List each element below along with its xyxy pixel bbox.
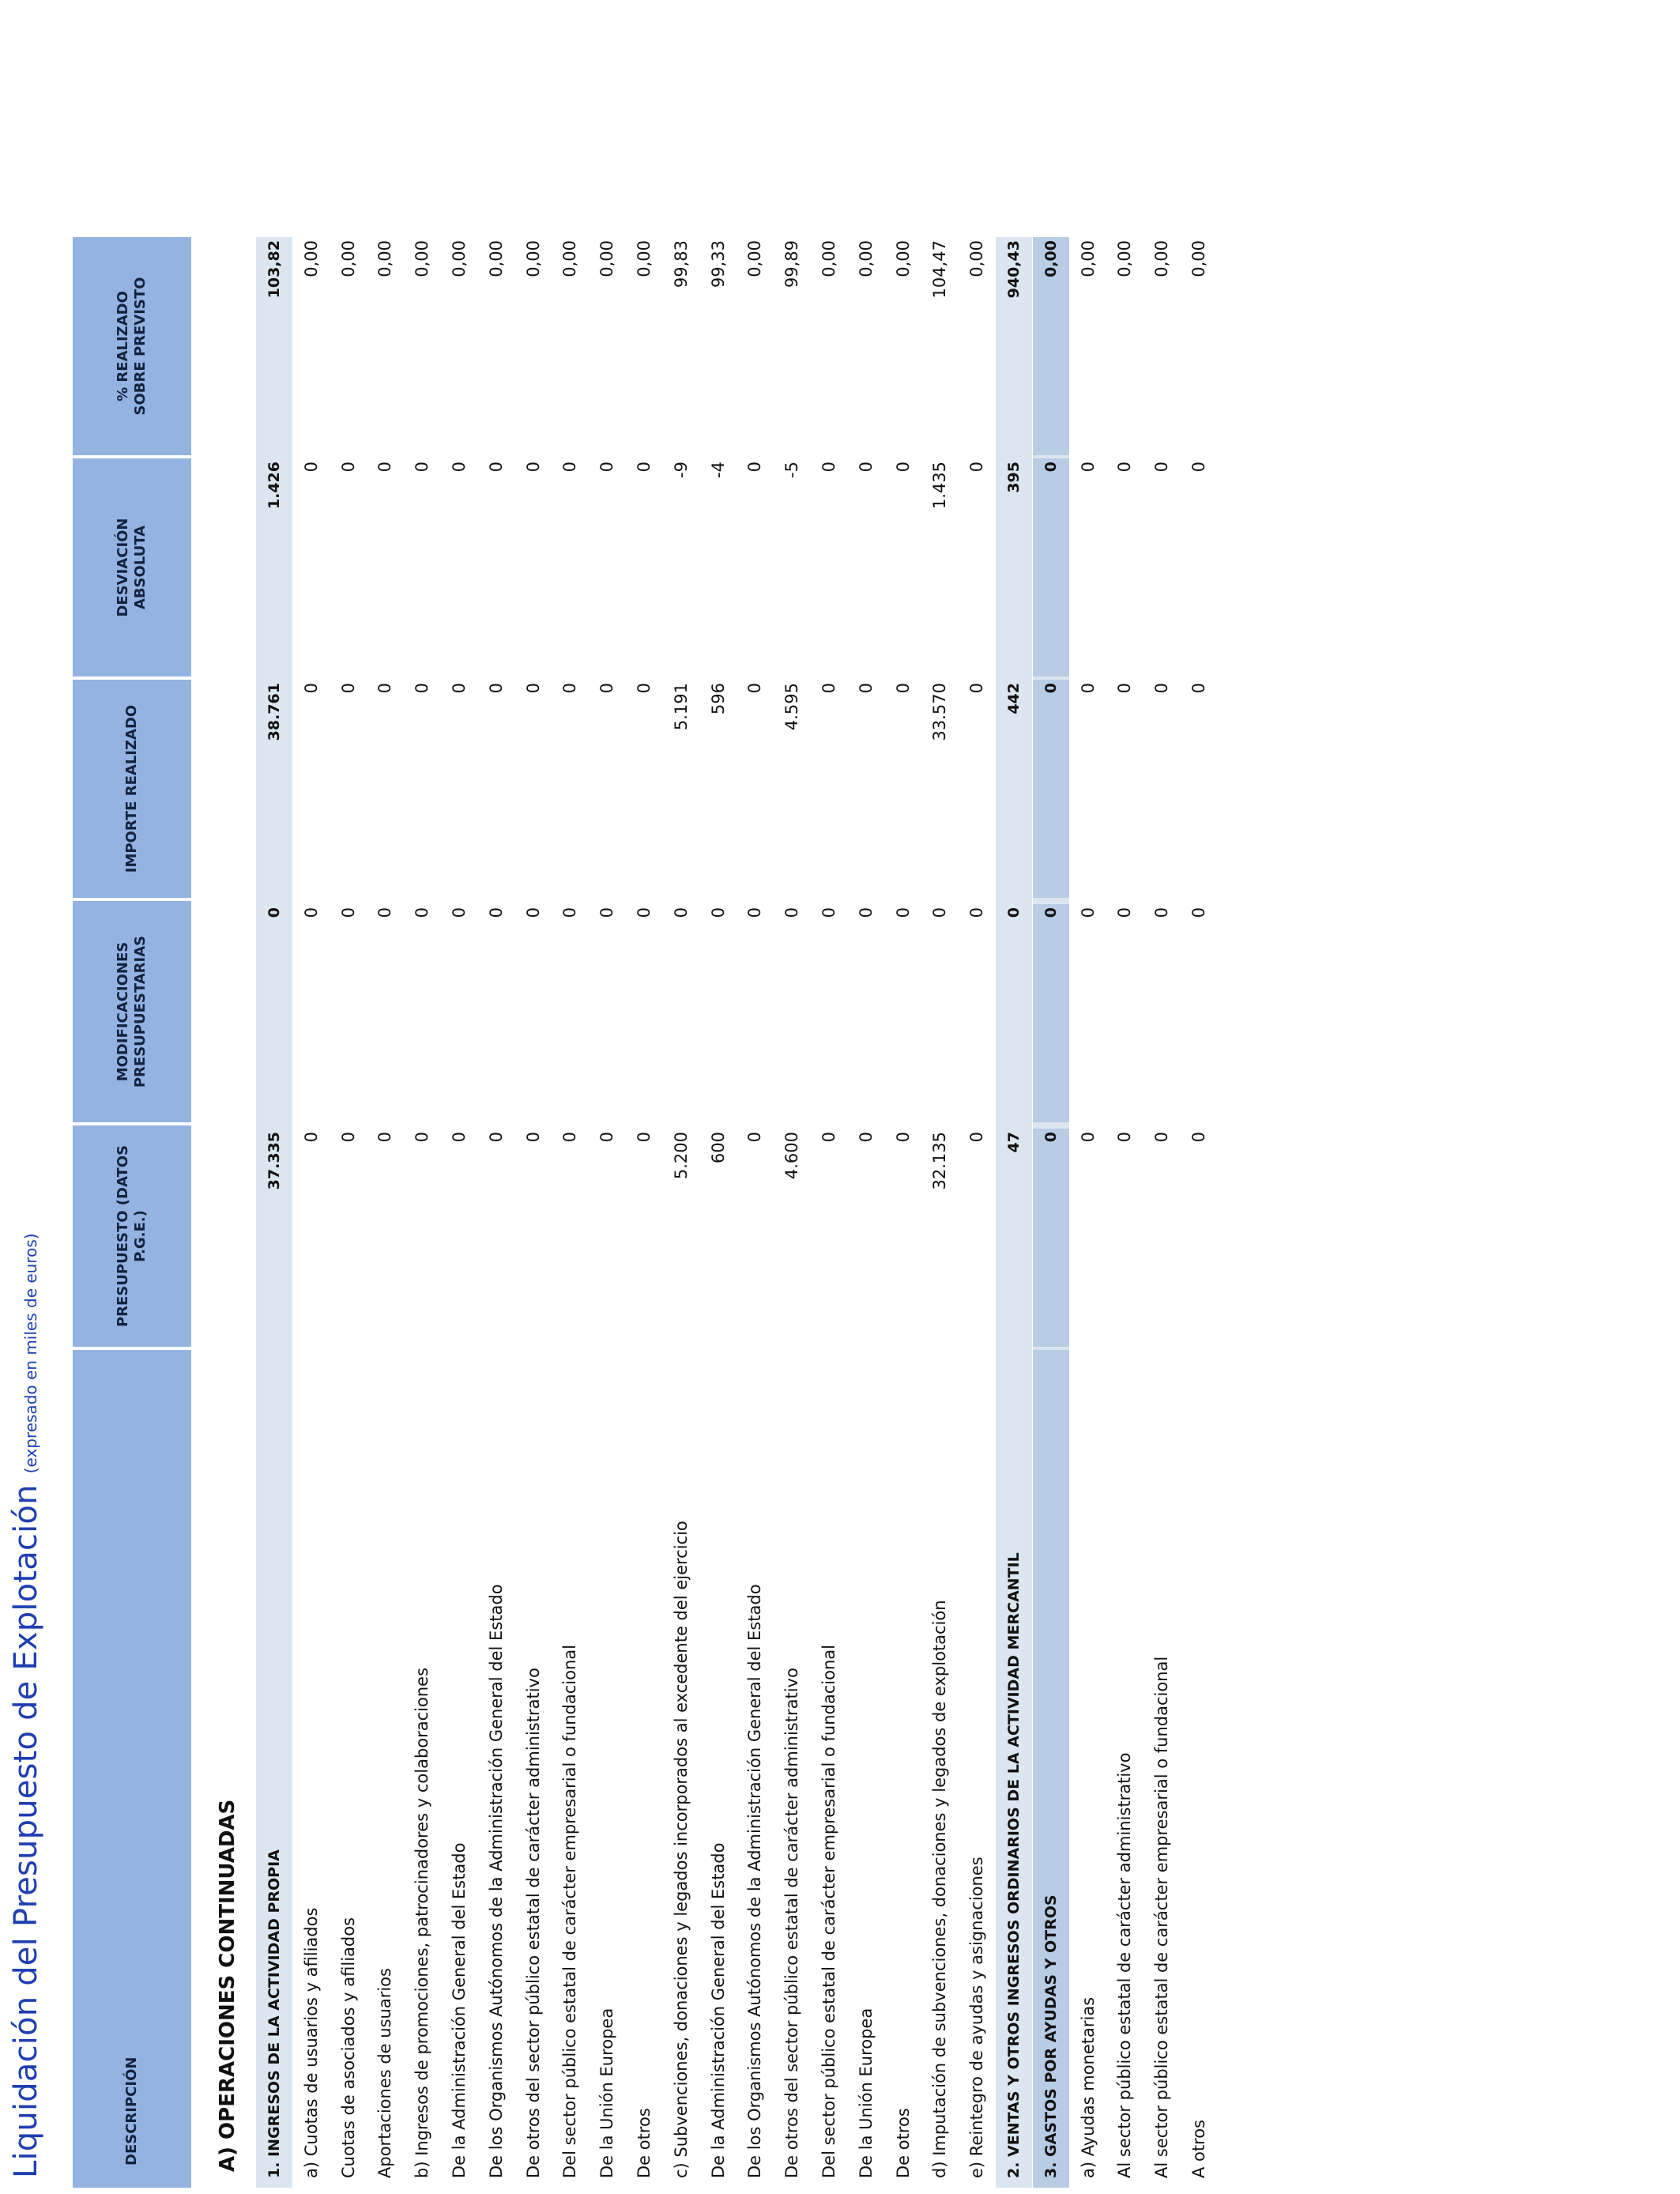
title-main: Liquidación del Presupuesto de Explotación xyxy=(8,1484,44,2178)
cell-presupuesto: 0 xyxy=(597,1132,617,1143)
cell-modificaciones: 0 xyxy=(782,907,802,918)
cell-modificaciones: 0 xyxy=(930,907,950,918)
cell-presupuesto: 0 xyxy=(1078,1132,1098,1143)
cell-desviacion: -5 xyxy=(782,462,802,478)
cell-desviacion: 0 xyxy=(967,462,987,473)
cell-realizado: 0 xyxy=(412,683,432,694)
cell-desviacion: 0 xyxy=(893,462,913,473)
cell-presupuesto: 0 xyxy=(338,1132,358,1143)
cell-presupuesto: 37.335 xyxy=(266,1132,283,1190)
cell-desviacion: 0 xyxy=(523,462,543,473)
cell-porcentaje: 0,00 xyxy=(375,240,395,277)
cell-porcentaje: 0,00 xyxy=(1152,240,1172,277)
cell-realizado: 38.761 xyxy=(266,683,283,741)
row-description: d) Imputación de subvenciones, donaciones y legados de explotación xyxy=(930,1600,950,2178)
table-row xyxy=(1181,237,1217,2188)
cell-porcentaje: 0,00 xyxy=(412,240,432,277)
cell-modificaciones: 0 xyxy=(1189,907,1208,918)
cell-presupuesto: 0 xyxy=(1152,1132,1172,1143)
cell-presupuesto: 0 xyxy=(893,1132,913,1143)
cell-desviacion: 0 xyxy=(1115,462,1135,473)
table-row xyxy=(885,237,921,2188)
cell-desviacion: -9 xyxy=(671,462,691,478)
table-row xyxy=(663,237,699,2188)
cell-desviacion: 0 xyxy=(486,462,506,473)
cell-desviacion: 0 xyxy=(1152,462,1172,473)
row-description: e) Reintegro de ayudas y asignaciones xyxy=(967,1857,987,2178)
cell-modificaciones: 0 xyxy=(412,907,432,918)
cell-presupuesto: 0 xyxy=(1115,1132,1135,1143)
cell-modificaciones: 0 xyxy=(708,907,728,918)
section-title: A) OPERACIONES CONTINUADAS xyxy=(216,1799,239,2172)
title-subtitle: (expresado en miles de euros) xyxy=(21,1233,40,1474)
cell-desviacion: 395 xyxy=(1005,462,1023,493)
cell-modificaciones: 0 xyxy=(1005,907,1023,918)
cell-presupuesto: 0 xyxy=(301,1132,321,1143)
table-row xyxy=(1033,237,1069,2188)
cell-porcentaje: 0,00 xyxy=(1189,240,1208,277)
cell-presupuesto: 0 xyxy=(450,1132,469,1143)
cell-desviacion: 0 xyxy=(635,462,654,473)
table-row xyxy=(626,237,662,2188)
cell-presupuesto: 0 xyxy=(486,1132,506,1143)
cell-presupuesto: 600 xyxy=(708,1132,728,1164)
table-row xyxy=(736,237,773,2188)
page-title xyxy=(8,1233,63,2178)
cell-presupuesto: 4.600 xyxy=(782,1132,802,1180)
cell-presupuesto: 0 xyxy=(412,1132,432,1143)
table-row xyxy=(921,237,958,2188)
cell-desviacion: 0 xyxy=(375,462,395,473)
cell-porcentaje: 0,00 xyxy=(597,240,617,277)
cell-realizado: 0 xyxy=(450,683,469,694)
row-description: c) Subvenciones, donaciones y legados incorporados al excedente del ejercicio xyxy=(671,1521,691,2178)
cell-realizado: 0 xyxy=(301,683,321,694)
cell-modificaciones: 0 xyxy=(523,907,543,918)
cell-modificaciones: 0 xyxy=(856,907,876,918)
cell-desviacion: -4 xyxy=(708,462,728,478)
cell-realizado: 596 xyxy=(708,683,728,715)
row-description: 2. VENTAS Y OTROS INGRESOS ORDINARIOS DE LA ACTIVIDAD MERCANTIL xyxy=(1005,1552,1023,2178)
cell-porcentaje: 0,00 xyxy=(1033,237,1069,455)
table-row xyxy=(996,237,1032,2188)
table-row xyxy=(441,237,477,2188)
cell-desviacion: 0 xyxy=(745,462,765,473)
cell-realizado: 0 xyxy=(1152,683,1172,694)
cell-desviacion: 0 xyxy=(450,462,469,473)
cell-porcentaje: 0,00 xyxy=(338,240,358,277)
cell-realizado: 4.595 xyxy=(782,683,802,731)
table-row xyxy=(1106,237,1143,2188)
table-row xyxy=(959,237,995,2188)
cell-modificaciones: 0 xyxy=(1033,904,1069,1122)
cell-porcentaje: 0,00 xyxy=(1115,240,1135,277)
table-row xyxy=(256,237,292,2188)
cell-realizado: 0 xyxy=(893,683,913,694)
cell-porcentaje: 0,00 xyxy=(486,240,506,277)
cell-presupuesto: 0 xyxy=(1189,1132,1208,1143)
table-row xyxy=(1070,237,1106,2188)
row-description: A otros xyxy=(1189,2119,1208,2178)
cell-porcentaje: 99,89 xyxy=(782,240,802,288)
cell-realizado: 442 xyxy=(1005,683,1023,714)
table-row xyxy=(700,237,736,2188)
cell-modificaciones: 0 xyxy=(1152,907,1172,918)
header-modificaciones: MODIFICACIONES PRESUPUESTARIAS xyxy=(73,901,191,1122)
row-description: De otros xyxy=(635,2108,654,2178)
cell-desviacion: 0 xyxy=(597,462,617,473)
cell-porcentaje: 0,00 xyxy=(819,240,838,277)
cell-modificaciones: 0 xyxy=(635,907,654,918)
table-row xyxy=(848,237,884,2188)
row-description: Al sector público estatal de carácter empresarial o fundacional xyxy=(1152,1656,1172,2178)
header-descripcion: DESCRIPCIÓN xyxy=(73,1350,191,2188)
cell-presupuesto: 0 xyxy=(560,1132,580,1143)
header-desviacion: DESVIACIÓN ABSOLUTA xyxy=(73,458,191,677)
cell-porcentaje: 0,00 xyxy=(745,240,765,277)
row-description: Del sector público estatal de carácter empresarial o fundacional xyxy=(819,1645,838,2178)
cell-realizado: 33.570 xyxy=(930,683,950,741)
cell-presupuesto: 0 xyxy=(635,1132,654,1143)
row-description: a) Ayudas monetarias xyxy=(1078,1996,1098,2178)
cell-modificaciones: 0 xyxy=(266,907,283,918)
cell-porcentaje: 0,00 xyxy=(893,240,913,277)
row-description: b) Ingresos de promociones, patrocinadores y colaboraciones xyxy=(412,1667,432,2178)
cell-desviacion: 0 xyxy=(1078,462,1098,473)
cell-desviacion: 0 xyxy=(819,462,838,473)
table-row xyxy=(515,237,552,2188)
cell-desviacion: 0 xyxy=(301,462,321,473)
cell-porcentaje: 0,00 xyxy=(560,240,580,277)
cell-realizado: 0 xyxy=(523,683,543,694)
cell-realizado: 0 xyxy=(375,683,395,694)
cell-desviacion: 1.426 xyxy=(266,462,283,510)
cell-porcentaje: 940,43 xyxy=(1005,240,1023,299)
row-description: 3. GASTOS POR AYUDAS Y OTROS xyxy=(1033,1350,1069,2188)
table-row xyxy=(552,237,588,2188)
row-description: De los Organismos Autónomos de la Administración General del Estado xyxy=(486,1584,506,2178)
cell-modificaciones: 0 xyxy=(375,907,395,918)
cell-modificaciones: 0 xyxy=(1115,907,1135,918)
cell-presupuesto: 47 xyxy=(1005,1132,1023,1153)
table-row xyxy=(367,237,403,2188)
cell-desviacion: 0 xyxy=(1189,462,1208,473)
table-row xyxy=(478,237,514,2188)
cell-realizado: 0 xyxy=(486,683,506,694)
cell-desviacion: 0 xyxy=(856,462,876,473)
cell-realizado: 0 xyxy=(1033,680,1069,898)
cell-modificaciones: 0 xyxy=(745,907,765,918)
table-header xyxy=(73,0,191,2194)
cell-modificaciones: 0 xyxy=(560,907,580,918)
header-porcentaje: % REALIZADO SOBRE PREVISTO xyxy=(73,237,191,455)
row-description: De la Unión Europea xyxy=(597,2007,617,2178)
cell-presupuesto: 32.135 xyxy=(930,1132,950,1190)
table-row xyxy=(589,237,625,2188)
cell-modificaciones: 0 xyxy=(597,907,617,918)
cell-presupuesto: 0 xyxy=(1033,1129,1069,1347)
cell-modificaciones: 0 xyxy=(1078,907,1098,918)
cell-realizado: 0 xyxy=(856,683,876,694)
cell-porcentaje: 104,47 xyxy=(930,240,950,299)
cell-realizado: 0 xyxy=(635,683,654,694)
cell-realizado: 0 xyxy=(597,683,617,694)
row-description: a) Cuotas de usuarios y afiliados xyxy=(301,1907,321,2178)
row-description: Cuotas de asociados y afiliados xyxy=(338,1917,358,2178)
cell-presupuesto: 0 xyxy=(967,1132,987,1143)
cell-presupuesto: 0 xyxy=(745,1132,765,1143)
cell-porcentaje: 0,00 xyxy=(450,240,469,277)
cell-modificaciones: 0 xyxy=(338,907,358,918)
cell-desviacion: 0 xyxy=(412,462,432,473)
cell-porcentaje: 99,33 xyxy=(708,240,728,288)
cell-porcentaje: 99,83 xyxy=(671,240,691,288)
cell-realizado: 0 xyxy=(1189,683,1208,694)
cell-desviacion: 0 xyxy=(338,462,358,473)
cell-porcentaje: 0,00 xyxy=(523,240,543,277)
cell-porcentaje: 0,00 xyxy=(301,240,321,277)
row-description: Aportaciones de usuarios xyxy=(375,1968,395,2178)
table-row xyxy=(1143,237,1180,2188)
cell-modificaciones: 0 xyxy=(671,907,691,918)
cell-realizado: 0 xyxy=(1115,683,1135,694)
header-presupuesto: PRESUPUESTO (DATOS P.G.E.) xyxy=(73,1125,191,1347)
cell-presupuesto: 5.200 xyxy=(671,1132,691,1180)
cell-modificaciones: 0 xyxy=(450,907,469,918)
cell-realizado: 0 xyxy=(560,683,580,694)
cell-modificaciones: 0 xyxy=(819,907,838,918)
cell-realizado: 0 xyxy=(745,683,765,694)
cell-desviacion: 0 xyxy=(560,462,580,473)
row-description: De otros del sector público estatal de carácter administrativo xyxy=(782,1668,802,2178)
cell-presupuesto: 0 xyxy=(375,1132,395,1143)
cell-presupuesto: 0 xyxy=(819,1132,838,1143)
table-row xyxy=(330,237,367,2188)
cell-realizado: 0 xyxy=(819,683,838,694)
cell-modificaciones: 0 xyxy=(893,907,913,918)
row-description: De la Administración General del Estado xyxy=(708,1842,728,2178)
cell-porcentaje: 103,82 xyxy=(266,240,283,299)
cell-porcentaje: 0,00 xyxy=(967,240,987,277)
row-description: De los Organismos Autónomos de la Administración General del Estado xyxy=(745,1584,765,2178)
row-description: De otros del sector público estatal de carácter administrativo xyxy=(523,1668,543,2178)
cell-desviacion: 1.435 xyxy=(930,462,950,510)
table-row xyxy=(774,237,810,2188)
row-description: Al sector público estatal de carácter administrativo xyxy=(1115,1752,1135,2178)
cell-porcentaje: 0,00 xyxy=(635,240,654,277)
cell-realizado: 0 xyxy=(338,683,358,694)
cell-porcentaje: 0,00 xyxy=(856,240,876,277)
table-row xyxy=(404,237,440,2188)
row-description: Del sector público estatal de carácter empresarial o fundacional xyxy=(560,1645,580,2178)
cell-porcentaje: 0,00 xyxy=(1078,240,1098,277)
table-row xyxy=(811,237,847,2188)
cell-modificaciones: 0 xyxy=(486,907,506,918)
cell-modificaciones: 0 xyxy=(301,907,321,918)
row-description: 1. INGRESOS DE LA ACTIVIDAD PROPIA xyxy=(266,1849,283,2178)
row-description: De otros xyxy=(893,2108,913,2178)
cell-desviacion: 0 xyxy=(1033,458,1069,677)
cell-presupuesto: 0 xyxy=(856,1132,876,1143)
cell-presupuesto: 0 xyxy=(523,1132,543,1143)
cell-modificaciones: 0 xyxy=(967,907,987,918)
row-description: De la Unión Europea xyxy=(856,2007,876,2178)
cell-realizado: 5.191 xyxy=(671,683,691,731)
row-description: De la Administración General del Estado xyxy=(450,1842,469,2178)
table-row xyxy=(293,237,330,2188)
cell-realizado: 0 xyxy=(1078,683,1098,694)
header-importe-realizado: IMPORTE REALIZADO xyxy=(73,680,191,898)
cell-realizado: 0 xyxy=(967,683,987,694)
